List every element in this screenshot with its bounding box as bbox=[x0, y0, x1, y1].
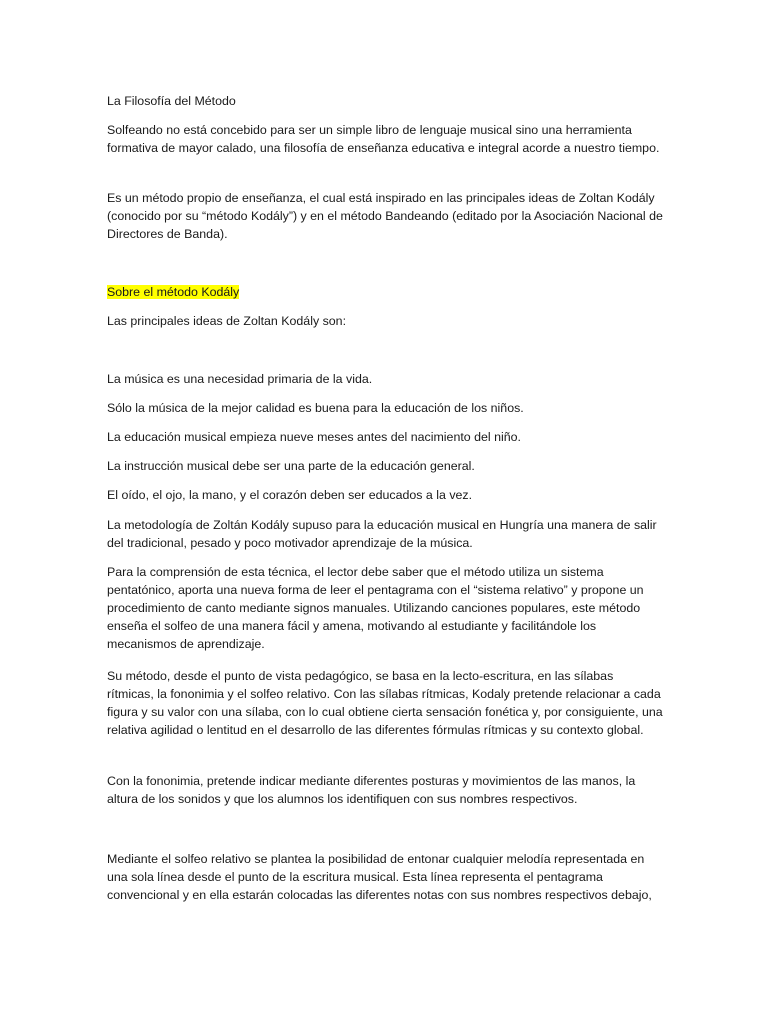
idea-item-3: La educación musical empieza nueve meses antes del nacimiento del niño. bbox=[107, 430, 521, 444]
idea-item-2: Sólo la música de la mejor calidad es buena para la educación de los niños. bbox=[107, 401, 524, 415]
paragraph-7: Mediante el solfeo relativo se plantea la posibilidad de entonar cualquier melodía representada en una sola línea desde el punto de la escritura musical. Esta línea representa el pentagrama convencional y en ella estarán colocadas las diferentes notas con sus nombres respectivos debajo, bbox=[107, 852, 652, 902]
idea-item-4: La instrucción musical debe ser una parte de la educación general. bbox=[107, 459, 475, 473]
section-heading bbox=[107, 283, 663, 301]
paragraph-6: Con la fononimia, pretende indicar mediante diferentes posturas y movimientos de las manos, la altura de los sonidos y que los alumnos los identifiquen con sus nombres respectivos. bbox=[107, 774, 636, 806]
document-title: La Filosofía del Método bbox=[107, 94, 236, 108]
paragraph-1: Solfeando no está concebido para ser un simple libro de lenguaje musical sino una herramienta formativa de mayor calado, una filosofía de enseñanza educativa e integral acorde a nuestro tiempo. bbox=[107, 123, 660, 155]
paragraph-4: Para la comprensión de esta técnica, el lector debe saber que el método utiliza un sistema pentatónico, aporta una nueva forma de leer el pentagrama con el “sistema relativo” y propone un procedimiento de canto mediante signos manuales. Utilizando canciones populares, este método enseña el solfeo de una manera fácil y amena, motivando al estudiante y facilitándole los mecanismos de aprendizaje. bbox=[107, 565, 644, 651]
idea-item-1: La música es una necesidad primaria de la vida. bbox=[107, 372, 373, 386]
idea-item-5: El oído, el ojo, la mano, y el corazón deben ser educados a la vez. bbox=[107, 488, 473, 502]
highlighted-heading: Sobre el método Kodály bbox=[107, 285, 240, 299]
ideas-intro: Las principales ideas de Zoltan Kodály son: bbox=[107, 314, 347, 328]
paragraph-2: Es un método propio de enseñanza, el cual está inspirado en las principales ideas de Zoltan Kodály (conocido por su “método Kodály”) y en el método Bandeando (editado por la Asociación Nacional de Directores de Banda). bbox=[107, 191, 663, 241]
paragraph-5: Su método, desde el punto de vista pedagógico, se basa en la lecto-escritura, en las sílabas rítmicas, la fononimia y el solfeo relativo. Con las sílabas rítmicas, Kodaly pretende relacionar a cada figura y su valor con una sílaba, con lo cual obtiene cierta sensación fonética y, por consiguiente, una relativa agilidad o lentitud en el desarrollo de las diferentes fórmulas rítmicas y su contexto global. bbox=[107, 669, 663, 737]
paragraph-3: La metodología de Zoltán Kodály supuso para la educación musical en Hungría una manera de salir del tradicional, pesado y poco motivador aprendizaje de la música. bbox=[107, 518, 657, 550]
